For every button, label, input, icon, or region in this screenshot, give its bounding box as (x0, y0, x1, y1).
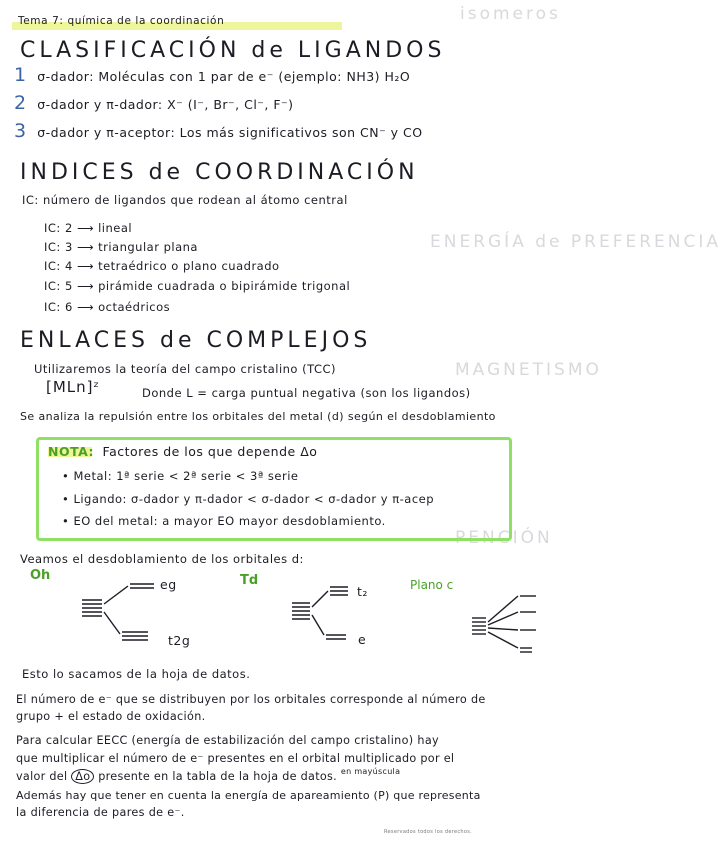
ligand-item-1 (14, 64, 410, 86)
bullet-dot-icon: • (62, 469, 74, 483)
repulsion-line: Se analiza la repulsión entre los orbitales del metal (d) según el desdoblamiento (20, 410, 496, 423)
plano-label: Plano c (410, 578, 454, 592)
annotation-mayuscula: en mayúscula (340, 767, 401, 776)
ghost-energia-heading: ENERGÍA de PREFERENCIA (430, 232, 721, 252)
paragraph-line: la diferencia de pares de e⁻. (16, 806, 185, 819)
item-number: 3 (14, 120, 27, 142)
e-label: e (358, 632, 367, 647)
bullet-text: Metal: 1ª serie < 2ª serie < 3ª serie (73, 469, 299, 483)
paragraph-line: Además hay que tener en cuenta la energía de apareamiento (P) que representa (16, 789, 481, 802)
arrow-icon: ⟶ (76, 279, 99, 293)
isomeros-heading: isomeros (460, 4, 561, 24)
bullet-dot-icon: • (62, 514, 74, 528)
ic-row (44, 279, 350, 293)
bullet-text: EO del metal: a mayor EO mayor desdoblamiento. (73, 514, 386, 528)
paragraph-line: Para calcular EECC (energía de estabilización del campo cristalino) hay (16, 734, 440, 747)
ligand-item-3 (14, 120, 423, 142)
item-number: 2 (14, 92, 27, 114)
ic-row (44, 259, 280, 273)
hoja-datos-line: Esto lo sacamos de la hoja de datos. (22, 667, 251, 681)
paragraph-line: grupo + el estado de oxidación. (16, 710, 206, 723)
tcc-line: Utilizaremos la teoría del campo cristalino (TCC) (34, 362, 337, 376)
section-heading-clasificacion (20, 38, 445, 63)
bullet-text: Ligando: σ-dador y π-dador < σ-dador < σ-dador y π-acep (73, 492, 435, 506)
td-splitting-diagram (290, 583, 390, 653)
nota-header (48, 444, 317, 459)
ghost-pencion-heading: PENCIÓN (455, 528, 553, 548)
section-heading-enlaces (20, 328, 371, 353)
donde-line: Donde L = carga puntual negativa (son los ligandos) (142, 386, 471, 400)
nota-label: NOTA: (48, 444, 95, 459)
paragraph-line: El número de e⁻ que se distribuyen por los orbitales corresponde al número de (16, 693, 486, 706)
section-heading-indices (20, 160, 419, 185)
ic-geometry: octaédricos (98, 300, 171, 314)
arrow-icon: ⟶ (76, 221, 99, 235)
item-text: σ-dador y π-aceptor: Los más significativos son CN⁻ y CO (37, 125, 423, 140)
item-text: σ-dador y π-dador: X⁻ (I⁻, Br⁻, Cl⁻, F⁻) (37, 97, 294, 112)
ic-geometry: triangular plana (98, 240, 198, 254)
ic-geometry: tetraédrico o plano cuadrado (98, 259, 280, 273)
arrow-icon: ⟶ (76, 300, 99, 314)
eg-label: eg (160, 577, 177, 592)
ic-row (44, 221, 132, 235)
t2-label: t₂ (357, 584, 368, 599)
bullet-dot-icon: • (62, 492, 74, 506)
ic-value: IC: 5 (44, 279, 73, 293)
item-text: σ-dador: Moléculas con 1 par de e⁻ (ejemplo: NH3) H₂O (37, 69, 411, 84)
heading-text: INDICES de COORDINACIÓN (20, 160, 419, 185)
ligand-item-2 (14, 92, 294, 114)
paragraph-line: que multiplicar el número de e⁻ presentes en el orbital multiplicado por el (16, 752, 455, 765)
ic-geometry: pirámide cuadrada o bipirámide trigonal (98, 279, 351, 293)
nota-heading: Factores de los que depende Δo (102, 444, 318, 459)
arrow-icon: ⟶ (76, 259, 99, 273)
oh-label: Oh (30, 568, 51, 583)
ghost-magnetismo-heading: MAGNETISMO (455, 360, 602, 380)
arrow-icon: ⟶ (76, 240, 99, 254)
footer-text: Reservados todos los derechos. (384, 829, 473, 835)
item-number: 1 (14, 64, 27, 86)
line-text: valor del (16, 770, 68, 783)
ic-row (44, 300, 170, 314)
ic-value: IC: 2 (44, 221, 73, 235)
nota-bullet (62, 514, 386, 528)
nota-bullet (62, 469, 299, 483)
complex-formula: [MLn]ᶻ (46, 378, 101, 396)
ic-value: IC: 4 (44, 259, 73, 273)
td-label: Td (240, 573, 259, 588)
orbital-intro: Veamos el desdoblamiento de los orbitales d: (20, 552, 304, 566)
topic-title: Tema 7: química de la coordinación (18, 15, 225, 27)
heading-text: CLASIFICACIÓN de LIGANDOS (20, 38, 446, 63)
ic-definition: IC: número de ligandos que rodean al átomo central (22, 193, 348, 207)
line-text: presente en la tabla de la hoja de datos. (98, 770, 338, 783)
ic-geometry: lineal (98, 221, 133, 235)
paragraph-line (16, 769, 400, 784)
t2g-label: t2g (168, 633, 191, 648)
ic-value: IC: 6 (44, 300, 73, 314)
circled-delta: Δo (71, 769, 94, 784)
ic-row (44, 240, 198, 254)
plano-splitting-diagram (470, 590, 550, 670)
heading-text: ENLACES de COMPLEJOS (20, 328, 372, 353)
ic-value: IC: 3 (44, 240, 73, 254)
nota-bullet (62, 492, 434, 506)
